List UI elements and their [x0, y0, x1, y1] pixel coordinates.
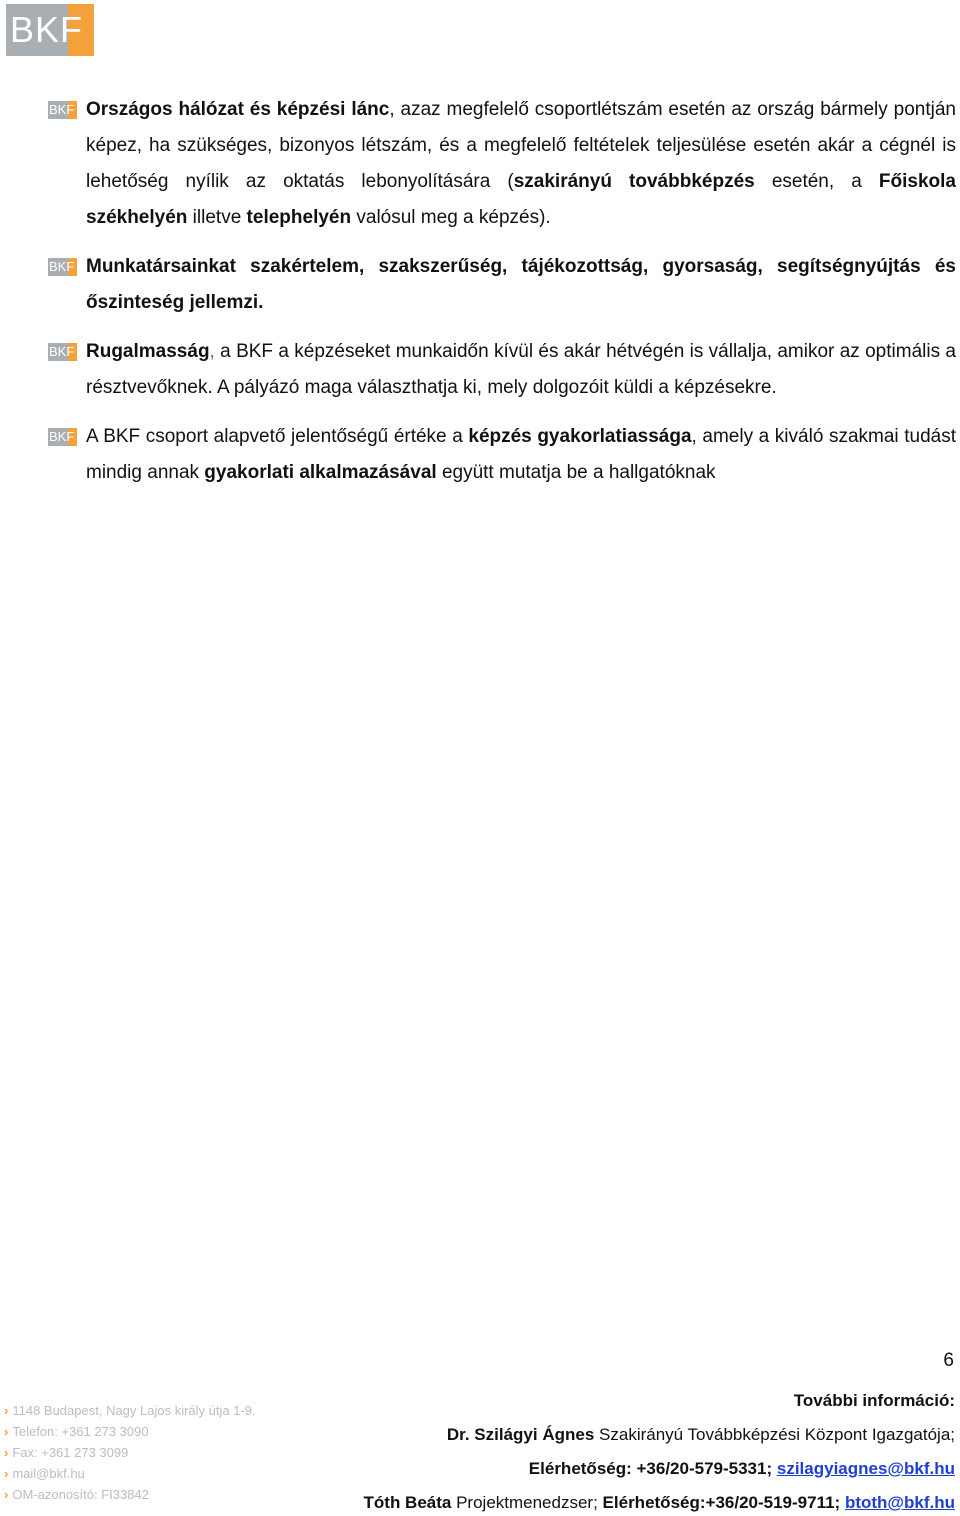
chevron-right-icon: ›	[4, 1466, 9, 1481]
text-segment: Munkatársainkat szakértelem, szakszerűség, tájékozottság, gyorsaság, segítségnyújtás és őszinteség jellemzi.	[86, 256, 956, 313]
contact-name: Dr. Szilágyi Ágnes	[446, 1425, 595, 1444]
text-segment: Főiskola székhelyén	[86, 171, 956, 228]
bullet-text	[86, 99, 956, 228]
page-number: 6	[943, 1350, 954, 1371]
text-segment: telephelyén	[246, 207, 352, 228]
bkf-bullet-icon: BKF	[48, 258, 77, 276]
om-id-line: › OM-azonosító: FI33842	[4, 1487, 149, 1502]
text-segment: , azaz megfelelő csoportlétszám esetén az ország bármely pontján képez, ha szükséges, bizonyos létszám, és a megfelelő feltételek teljesülése esetén akár a cégnél is lehetőség nyílik az oktatás lebonyolítására (	[86, 99, 956, 192]
bullet-text	[86, 341, 956, 398]
address-block	[4, 1400, 256, 1505]
chevron-right-icon: ›	[4, 1424, 9, 1439]
chevron-right-icon: ›	[4, 1445, 9, 1460]
address-line: › 1148 Budapest, Nagy Lajos király útja 1-9.	[4, 1403, 256, 1418]
bkf-bullet-icon: BKF	[48, 343, 77, 361]
bullet-text	[86, 256, 956, 313]
text-segment: ,	[209, 341, 215, 362]
email-link[interactable]: btoth@bkf.hu	[844, 1493, 955, 1512]
logo-text: BKF	[10, 9, 84, 50]
phone-line: › Telefon: +361 273 3090	[4, 1424, 149, 1439]
bullet-item	[48, 249, 956, 321]
text-segment: szakirányú továbbképzés	[513, 171, 755, 192]
text-segment: esetén, a	[754, 171, 879, 192]
bkf-bullet-icon: BKF	[48, 428, 77, 446]
contact-role: Szakirányú Továbbképzési Központ Igazgatója;	[594, 1425, 955, 1444]
contact-role: Projektmenedzser;	[451, 1493, 603, 1512]
text-segment: valósul meg a képzés).	[351, 207, 551, 228]
mail-line: › mail@bkf.hu	[4, 1466, 85, 1481]
text-segment: gyakorlati alkalmazásával	[204, 462, 437, 483]
bullet-item	[48, 334, 956, 406]
chevron-right-icon: ›	[4, 1487, 9, 1502]
fax-line: › Fax: +361 273 3099	[4, 1445, 129, 1460]
bullet-text	[86, 426, 956, 483]
text-segment: képzés gyakorlatiassága	[468, 426, 692, 447]
contact-heading: További információ:	[793, 1391, 955, 1410]
bkf-bullet-icon: BKF	[48, 101, 77, 119]
bullet-item	[48, 419, 956, 491]
bullet-list	[48, 92, 956, 504]
contact-block	[255, 1384, 955, 1516]
email-link[interactable]: szilagyiagnes@bkf.hu	[776, 1459, 955, 1478]
text-segment: illetve	[187, 207, 247, 228]
text-segment: Rugalmasság	[86, 341, 210, 362]
contact-name: Tóth Beáta	[363, 1493, 452, 1512]
text-segment: , amely a kiváló szakmai tudást mindig annak	[86, 426, 956, 483]
contact-phone: Elérhetőség:+36/20-519-9711;	[602, 1493, 841, 1512]
bullet-item	[48, 92, 956, 236]
text-segment: A BKF csoport alapvető jelentőségű értéke a	[86, 426, 469, 447]
text-segment: Országos hálózat és képzési lánc	[86, 99, 390, 120]
bkf-logo	[6, 4, 94, 56]
text-segment: a BKF a képzéseket munkaidőn kívül és akár hétvégén is vállalja, amikor az optimális a résztvevőknek. A pályázó maga választhatja ki, mely dolgozóit küldi a képzésekre.	[86, 341, 956, 398]
contact-phone: Elérhetőség: +36/20-579-5331;	[528, 1459, 773, 1478]
chevron-right-icon: ›	[4, 1403, 9, 1418]
text-segment: együtt mutatja be a hallgatóknak	[436, 462, 716, 483]
